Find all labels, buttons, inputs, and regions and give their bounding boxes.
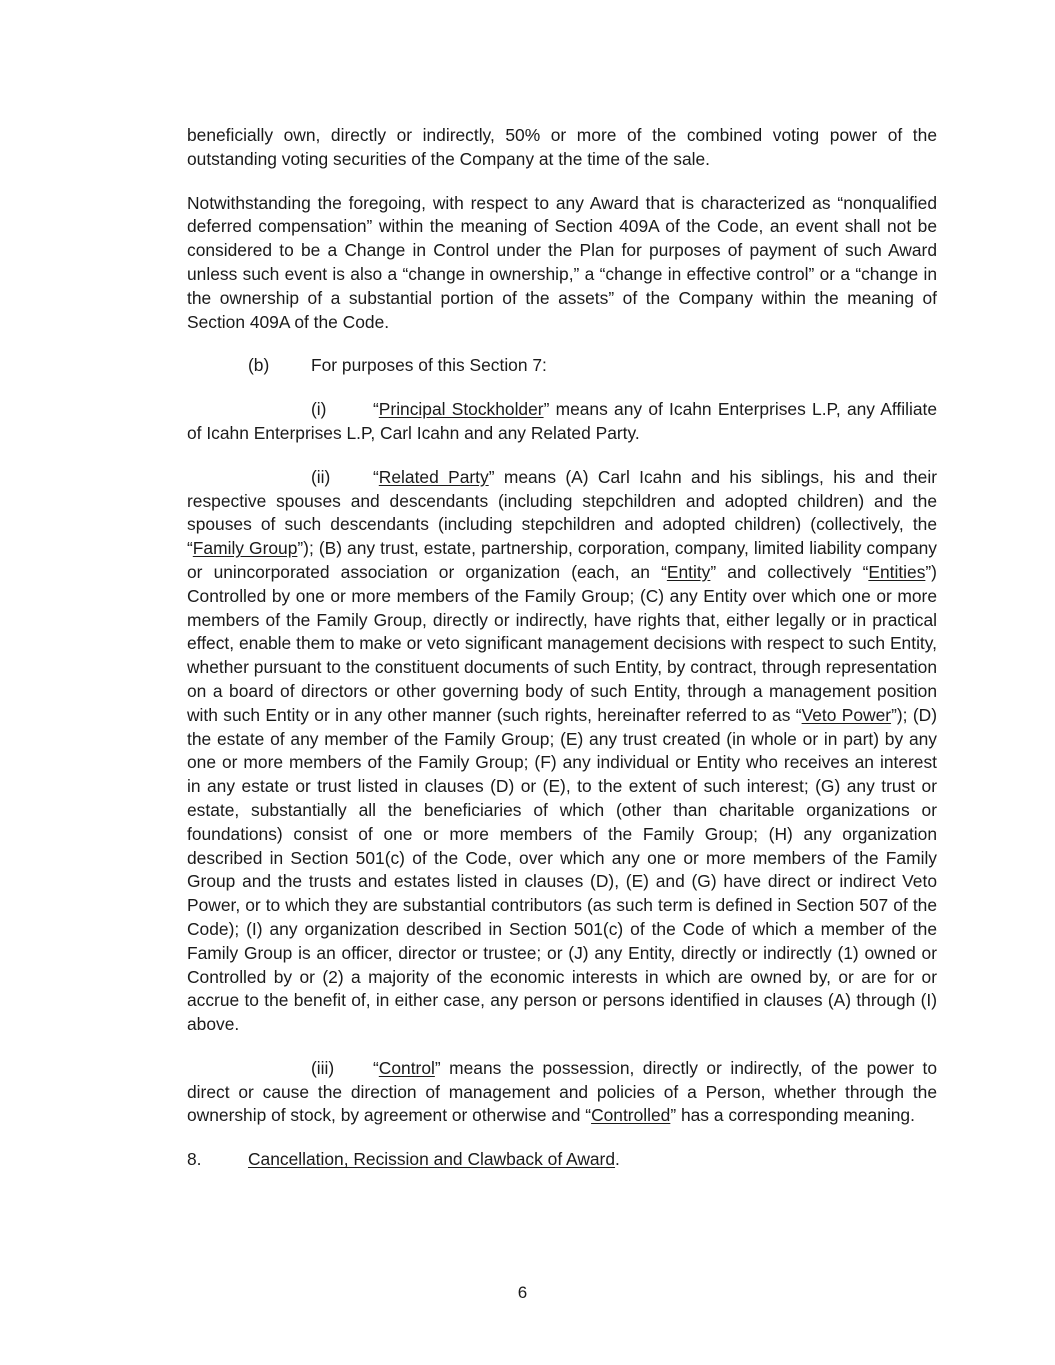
text-segment: ” means (A) Carl Icahn and his siblings, his and their respective spouses and descendants (including stepchildren and adopted children) and the spouses of such descendants (including stepchildren and adopted children) (collectively, the “	[187, 466, 937, 559]
defined-term-entity: Entity	[666, 561, 711, 582]
section-8-title: Cancellation, Recission and Clawback of Award	[248, 1149, 616, 1170]
clause-b	[187, 354, 937, 378]
clause-ii-label: (ii)	[311, 466, 331, 487]
section-8-heading	[187, 1148, 937, 1172]
text-segment: “	[373, 1057, 379, 1078]
clause-iii-label: (iii)	[311, 1057, 335, 1078]
defined-term-entities: Entities	[868, 561, 926, 582]
section-8-period: .	[615, 1149, 620, 1170]
clause-i	[187, 398, 937, 446]
clause-i-label: (i)	[311, 399, 327, 420]
text-segment: ”); (B) any trust, estate, partnership, corporation, company, limited liability company or unincorporated association or organization (each, an “	[187, 538, 937, 582]
text-segment: ” and collectively “	[710, 561, 869, 582]
text-segment: ” has a corresponding meaning.	[670, 1105, 915, 1126]
text-segment: “	[373, 466, 379, 487]
text-segment: ”) Controlled by one or more members of the Family Group; (C) any Entity over which one or more members of the Family Group, directly or indirectly, have rights that, either legally or in practical effect, enable them to make or veto significant management decisions with respect to such Entity, whether pursuant to the constituent documents of such Entity, by contract, through representation on a board of directors or other governing body of such Entity, through a management position with such Entity or in any other manner (such rights, hereinafter referred to as “	[187, 561, 937, 725]
quote-open: “	[373, 399, 379, 420]
defined-term-veto-power: Veto Power	[801, 704, 892, 725]
defined-term-controlled: Controlled	[591, 1105, 671, 1126]
defined-term-control: Control	[378, 1057, 435, 1078]
clause-ii	[187, 466, 937, 1037]
defined-term-principal-stockholder: Principal Stockholder	[378, 399, 544, 420]
page-number: 6	[517, 1283, 528, 1302]
text-segment: ”); (D) the estate of any member of the Family Group; (E) any trust created (in whole or in part) by any one or more members of the Family Group; (F) any individual or Entity who receives an interest in any estate or trust listed in clauses (D) or (E), to the extent of such interest; (G) any trust or estate, substantially all the beneficiaries of which (other than charitable organizations or foundations) consist of one or more members of the Family Group; (H) any organization described in Section 501(c) of the Code, over which any one or more members of the Family Group and the trusts and estates listed in clauses (D), (E) and (G) have direct or indirect Veto Power, or to which they are substantial contributors (as such term is defined in Section 507 of the Code); (I) any organization described in Section 501(c) of the Code of which a member of the Family Group is an officer, director or trustee; or (J) any Entity, directly or indirectly (1) owned or Controlled by or (2) a majority of the economic interests in which are owned by, or are for or accrue to the benefit of, in either case, any person or persons identified in clauses (A) through (I) above.	[187, 704, 937, 1035]
section-8-number: 8.	[187, 1149, 202, 1170]
clause-b-label: (b)	[248, 355, 270, 376]
clause-b-text: For purposes of this Section 7:	[311, 355, 547, 376]
paragraph-continuation: beneficially own, directly or indirectly, 50% or more of the combined voting power of the outstanding voting securities of the Company at the time of the sale.	[187, 125, 937, 169]
page-body	[187, 124, 937, 1192]
clause-i-text: ” means any of Icahn Enterprises L.P, any Affiliate of Icahn Enterprises L.P, Carl Icahn and any Related Party.	[187, 399, 937, 443]
clause-iii	[187, 1057, 937, 1128]
text-segment: ” means the possession, directly or indirectly, of the power to direct or cause the direction of management and policies of a Person, whether through the ownership of stock, by agreement or otherwise and “	[187, 1057, 937, 1126]
paragraph-notwithstanding: Notwithstanding the foregoing, with respect to any Award that is characterized as “nonqualified deferred compensation” within the meaning of Section 409A of the Code, an event shall not be considered to be a Change in Control under the Plan for purposes of payment of such Award unless such event is also a “change in ownership,” a “change in effective control” or a “change in the ownership of a substantial portion of the assets” of the Company within the meaning of Section 409A of the Code.	[187, 192, 937, 332]
defined-term-family-group: Family Group	[192, 538, 298, 559]
defined-term-related-party: Related Party	[378, 466, 489, 487]
